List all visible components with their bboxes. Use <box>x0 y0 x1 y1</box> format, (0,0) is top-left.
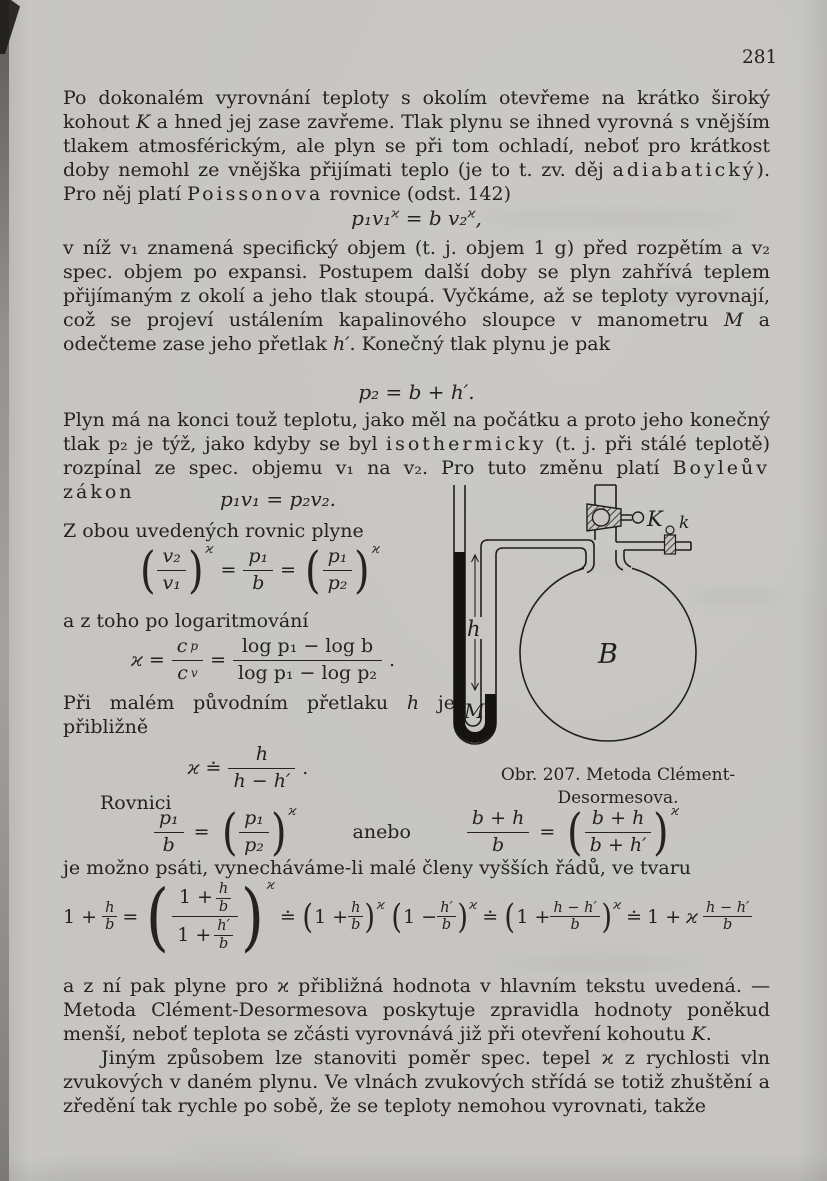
paragraph-sound-waves: Jiným způsobem lze stanoviti poměr spec. tepel ϰ z rychlosti vln zvukových v daném plynu. Ve vlnách zvukových střídá se totiž zhuštění a zředění tak rychle po sobě, že se teploty nemohou vyrovnati, takže <box>63 1047 770 1117</box>
kappa-exponent: ϰ <box>467 206 476 222</box>
math-token: p₁ <box>244 807 264 829</box>
text-run: Plyn má na konci touž teplotu, jako měl na počátku a proto jeho konečný tlak p₂ je týž, jako kdyby se byl <box>63 409 770 455</box>
paragraph-rovnici: Rovnici <box>100 792 172 814</box>
math-token: c p <box>176 635 199 657</box>
fraction <box>243 544 273 597</box>
kappa-exponent: ϰ <box>288 804 297 819</box>
math-token: . <box>389 649 396 672</box>
math-token: b + h′ <box>585 832 652 859</box>
fraction <box>323 544 353 597</box>
text-run: (t. j. při stálé teplotě) rozpínal ze spec. objemu v₁ na v₂. Pro tuto změnu platí <box>63 433 770 479</box>
text-run: ). Pro něj platí <box>63 159 770 205</box>
fraction: $\frac{h - h'}{b}$ <box>550 900 599 934</box>
math-token: log p₁ − log b <box>241 635 374 657</box>
math-token: p₂ <box>323 570 353 597</box>
kappa-exponent: ϰ <box>391 206 400 222</box>
math-token: p₁ <box>158 807 179 829</box>
math-token: = <box>220 559 237 582</box>
math-token: 1 + <box>647 905 682 928</box>
figure-label-M: M <box>464 699 485 723</box>
text-run: a z ní pak plyne pro ϰ přibližná hodnota v hlavním tekstu uvedená. — Metoda Clément-Desormesova poskytuje zpravidla hodnoty poněkud menší, neboť teplota se zčásti vyrovnává již při otevření kohoutu <box>63 975 770 1045</box>
paren-group: ( $\frac{\text{p₁}}{\text{p₂}}$ ) ϰ <box>221 803 297 862</box>
math-token: , <box>475 206 482 230</box>
kappa-exponent: ϰ <box>671 804 680 819</box>
fraction <box>233 634 382 687</box>
paren-group: ( 1 + $\frac{h}{b}$ ) ϰ <box>302 896 385 937</box>
math-token: v₂ <box>162 545 181 567</box>
stopcock-K <box>587 504 644 531</box>
figure-label-K: K <box>647 507 663 531</box>
connecting-tube <box>487 540 594 573</box>
math-token: b + h <box>471 807 525 829</box>
figure-caption-line1: Obr. 207. Metoda Clément- <box>500 765 736 785</box>
doteq-symbol: ≐ <box>626 905 643 928</box>
math-token: = <box>280 559 297 582</box>
word-anebo: anebo <box>352 821 411 844</box>
math-token: 1 + <box>63 905 98 928</box>
fraction <box>172 880 238 954</box>
math-token: h <box>255 743 268 765</box>
kappa-exponent: ϰ <box>205 542 214 557</box>
ink-bleed <box>500 958 700 970</box>
fraction <box>239 806 269 859</box>
paren-group: ( $\frac{\text{p₁}}{\text{p₂}}$ ) ϰ <box>305 541 381 600</box>
fraction <box>228 742 295 795</box>
paragraph-conclusion <box>63 974 770 1046</box>
math-token: c v <box>172 660 203 687</box>
kappa-exponent: ϰ <box>266 878 275 893</box>
kappa-exponent: ϰ <box>613 897 622 913</box>
paragraph-expansion <box>63 236 770 356</box>
math-token: . <box>302 757 309 780</box>
text-run: . Konečný tlak plynu je pak <box>349 333 611 355</box>
math-token: 1 + $\frac{h'}{b}$ <box>172 916 238 953</box>
fraction <box>154 806 184 859</box>
equation-kappa-approx <box>63 742 433 795</box>
text-run: je přibližně <box>63 692 455 738</box>
kappa-exponent: ϰ <box>371 542 381 557</box>
kappa-exponent: ϰ <box>376 897 385 913</box>
var-h-prime: h′ <box>332 333 350 355</box>
figure-caption-line2: Desormesova. <box>557 788 679 808</box>
paren-group: ( $\frac{b + h}{b + h'}$ ) ϰ <box>567 803 680 862</box>
figure-label-B: B <box>598 639 618 670</box>
fraction <box>157 544 185 597</box>
text-run: a hned jej zase zavřeme. Tlak plynu se ihned vyrovná s vnějším tlakem atmosférickým, ale plyn se při tom ochladí, neboť pro krátkost doby nemohl ze vnějška přijímati teplo (je to t. zv. děj <box>63 111 770 181</box>
emphasis-adiabaticky: adiabatický <box>612 159 757 181</box>
var-h: h <box>406 692 420 714</box>
paren-group: ( 1 − $\frac{h'}{b}$ ) ϰ <box>391 896 478 937</box>
math-token: ϰ ≐ <box>187 757 222 780</box>
equation-ratio <box>63 541 455 600</box>
paragraph-lead-approx <box>63 691 455 739</box>
math-token: ϰ <box>686 905 699 928</box>
equation-final-pressure: p₂ = b + h′. <box>358 380 475 404</box>
equation-boyle: p₁v₁ = p₂v₂. <box>219 487 337 511</box>
page-number: 281 <box>742 47 778 68</box>
math-token: = <box>539 821 556 844</box>
figure-caption <box>438 764 827 810</box>
fraction: $\frac{h}{b}$ <box>102 900 117 934</box>
stopcock-k <box>665 526 676 554</box>
math-token: = <box>210 649 227 672</box>
paren-group: ( $\frac{\text{v₂}}{\text{v₁}}$ ) ϰ <box>139 541 214 600</box>
var-K: K <box>135 111 151 133</box>
math-token: b <box>154 832 184 859</box>
fraction: $\frac{h - h'}{b}$ <box>703 900 752 934</box>
page-edge-shadow <box>0 0 9 1181</box>
var-K: K <box>691 1023 706 1045</box>
doteq-symbol: ≐ <box>279 905 296 928</box>
math-token: b <box>243 570 273 597</box>
math-token: h − h′ <box>228 768 295 795</box>
paragraph-lead-ratio: Z obou uvedených rovnic plyne <box>63 520 364 542</box>
text-run: . <box>705 1023 712 1045</box>
math-token: 1 + $\frac{h}{b}$ <box>172 880 238 916</box>
var-M: M <box>723 309 744 331</box>
text-run: rovnice (odst. 142) <box>323 183 511 205</box>
figure-label-k: k <box>679 513 690 533</box>
math-token: ϰ = <box>130 649 165 672</box>
fraction <box>172 634 203 687</box>
text-run: Po dokonalém vyrovnání teploty s okolím otevřeme na krátko široký kohout <box>63 87 770 133</box>
text-run: a odečteme zase jeho přetlak <box>63 309 771 355</box>
equation-poisson <box>63 206 770 230</box>
emphasis-boyleuv-zakon: Boyleův zákon <box>63 457 770 503</box>
fraction <box>585 806 652 859</box>
math-token: p₁v₁ <box>351 206 392 230</box>
text-run: Při malém původním přetlaku <box>63 692 407 714</box>
ink-bleed <box>170 1148 300 1158</box>
math-token: b <box>467 832 529 859</box>
text-run: v níž v₁ znamená specifický objem (t. j. objem 1 g) před rozpětím a v₂ spec. objem po expansi. Postupem další doby se plyn zahřívá teplem přijímaným z okolí a jeho tlak stoupá. Vyčkáme, až se teploty vyrovnají, což se projeví ustálením kapalinového sloupce v manometru <box>63 237 770 331</box>
math-token: log p₁ − log p₂ <box>233 660 382 687</box>
fraction: $\frac{h}{b}$ <box>216 881 231 915</box>
math-token: p₂ <box>239 832 269 859</box>
math-token: b + h <box>591 807 645 829</box>
emphasis-poissonova: Poissonova <box>187 183 324 205</box>
fraction <box>467 806 529 859</box>
math-token: = <box>122 905 139 928</box>
doteq-symbol: ≐ <box>482 905 499 928</box>
math-token: = b v₂ <box>399 206 468 230</box>
figure-apparatus <box>438 475 827 810</box>
equation-kappa-log <box>63 634 463 687</box>
math-token: p₁ <box>327 545 348 567</box>
math-token: v₁ <box>157 570 185 597</box>
math-token: p₁ <box>248 545 269 567</box>
fraction: $\frac{h}{b}$ <box>348 900 363 934</box>
apparatus-drawing <box>438 475 818 763</box>
paragraph-intro <box>63 86 770 206</box>
figure-label-h: h <box>467 617 481 641</box>
page-corner-shadow <box>0 0 20 54</box>
math-token: = <box>193 821 210 844</box>
emphasis-isothermicky: isothermicky <box>386 433 547 455</box>
paragraph-lead-expansion: je možno psáti, vynecháváme-li malé členy vyšších řádů, ve tvaru <box>63 857 692 879</box>
equation-expansion <box>63 873 781 960</box>
paragraph-lead-log: a z toho po logaritmování <box>63 610 309 632</box>
paren-group: ( 1 + $\frac{h - h'}{b}$ ) ϰ <box>504 896 622 937</box>
kappa-exponent: ϰ <box>469 897 478 913</box>
paren-group: ( 1 + $\frac{h}{b}$ 1 + $\frac{h'}{b}$ ) ϰ <box>146 873 275 960</box>
fraction: $\frac{h'}{b}$ <box>437 900 456 934</box>
fraction: $\frac{h'}{b}$ <box>214 918 233 952</box>
